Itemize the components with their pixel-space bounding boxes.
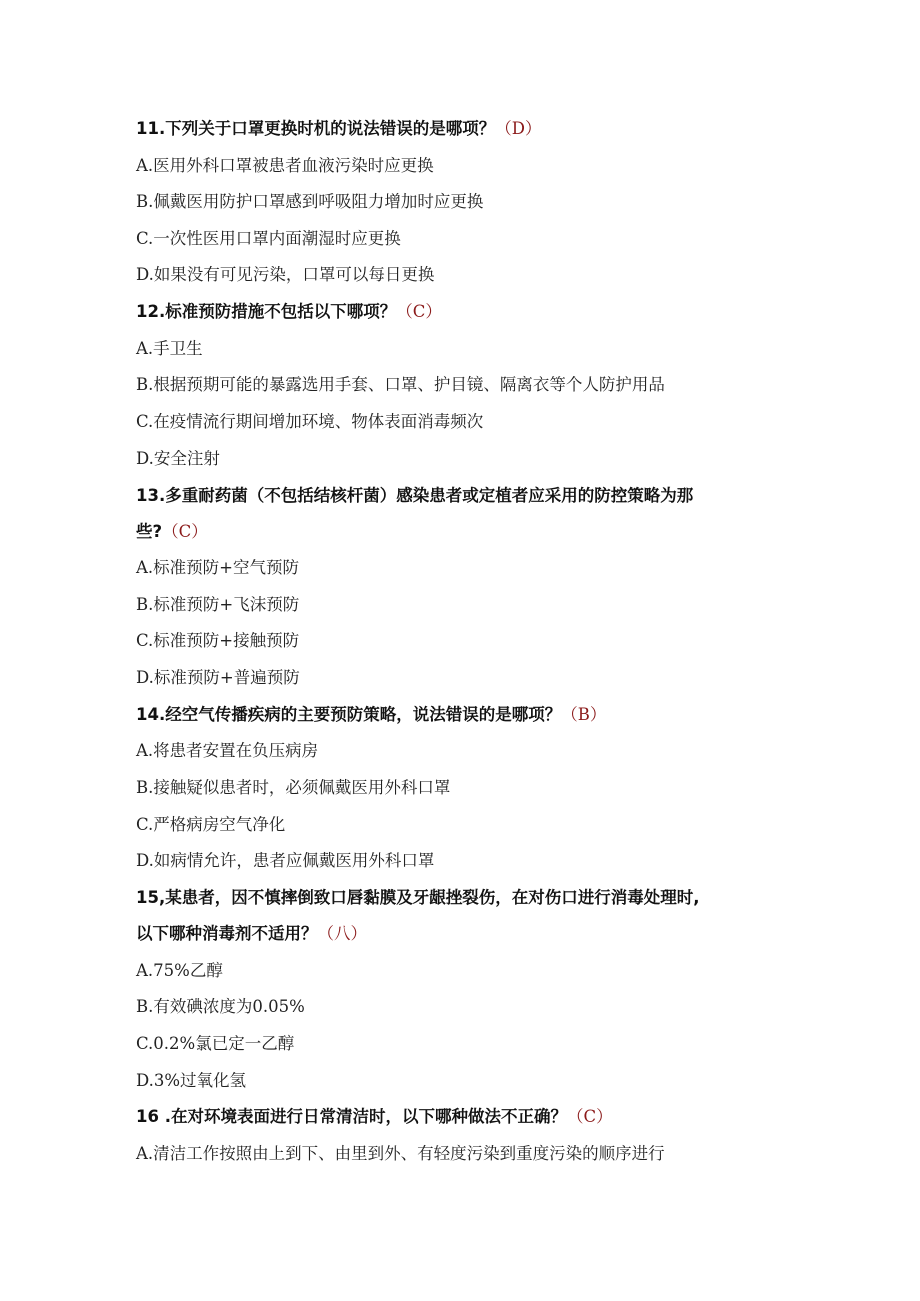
question-15-title-line-2: 以下哪种消毒剂不适用？（八） <box>136 924 367 943</box>
question-16-title: 16 .在对环境表面进行日常清洁时，以下哪种做法不正确？（C） <box>136 1107 613 1126</box>
question-12-option-a: A.手卫生 <box>136 339 203 358</box>
question-14-option-d: D.如病情允许，患者应佩戴医用外科口罩 <box>136 851 435 870</box>
question-14-title: 14.经空气传播疾病的主要预防策略，说法错误的是哪项？（B） <box>136 705 607 724</box>
question-12-option-c: C.在疫情流行期间增加环境、物体表面消毒频次 <box>136 412 484 431</box>
question-15-option-a: A.75%乙醇 <box>136 961 223 980</box>
question-11-option-c: C.一次性医用口罩内面潮湿时应更换 <box>136 229 401 248</box>
question-12-option-b: B.根据预期可能的暴露选用手套、口罩、护目镜、隔离衣等个人防护用品 <box>136 375 665 394</box>
question-14-option-c: C.严格病房空气净化 <box>136 815 286 834</box>
question-11-option-a: A.医用外科口罩被患者血液污染时应更换 <box>136 156 434 175</box>
question-12-title: 12.标准预防措施不包括以下哪项？（C） <box>136 302 442 321</box>
question-15-option-c: C.0.2%氯已定一乙醇 <box>136 1034 295 1053</box>
question-14-option-b: B.接触疑似患者时，必须佩戴医用外科口罩 <box>136 778 451 797</box>
question-13-option-a: A.标准预防+空气预防 <box>136 558 299 577</box>
question-13-answer: （C） <box>162 522 208 541</box>
question-13-option-c: C.标准预防+接触预防 <box>136 631 300 650</box>
question-13-title-line-2: 些?（C） <box>136 522 208 541</box>
question-13-title-line-1: 13.多重耐药菌（不包括结核杆菌）感染患者或定植者应采用的防控策略为那 <box>136 486 694 505</box>
question-11-option-b: B.佩戴医用防护口罩感到呼吸阻力增加时应更换 <box>136 192 484 211</box>
question-13-option-d: D.标准预防+普遍预防 <box>136 668 300 687</box>
question-15-title-line-1: 15,某患者，因不慎摔倒致口唇黏膜及牙龈挫裂伤，在对伤口进行消毒处理时, <box>136 888 700 907</box>
question-11-title: 11.下列关于口罩更换时机的说法错误的是哪项？（D） <box>136 119 542 138</box>
question-11-option-d: D.如果没有可见污染，口罩可以每日更换 <box>136 265 435 284</box>
question-16-answer: （C） <box>566 1107 613 1126</box>
question-16-option-a: A.清洁工作按照由上到下、由里到外、有轻度污染到重度污染的顺序进行 <box>136 1144 665 1163</box>
question-11-answer: （D） <box>495 119 542 138</box>
question-13-option-b: B.标准预防+飞沫预防 <box>136 595 300 614</box>
question-15-option-b: B.有效碘浓度为0.05% <box>136 997 305 1016</box>
question-14-answer: （B） <box>561 705 607 724</box>
question-15-answer: （八） <box>317 924 367 943</box>
question-15-option-d: D.3%过氧化氢 <box>136 1071 247 1090</box>
question-12-answer: （C） <box>396 302 442 321</box>
question-14-option-a: A.将患者安置在负压病房 <box>136 741 319 760</box>
question-12-option-d: D.安全注射 <box>136 449 220 468</box>
